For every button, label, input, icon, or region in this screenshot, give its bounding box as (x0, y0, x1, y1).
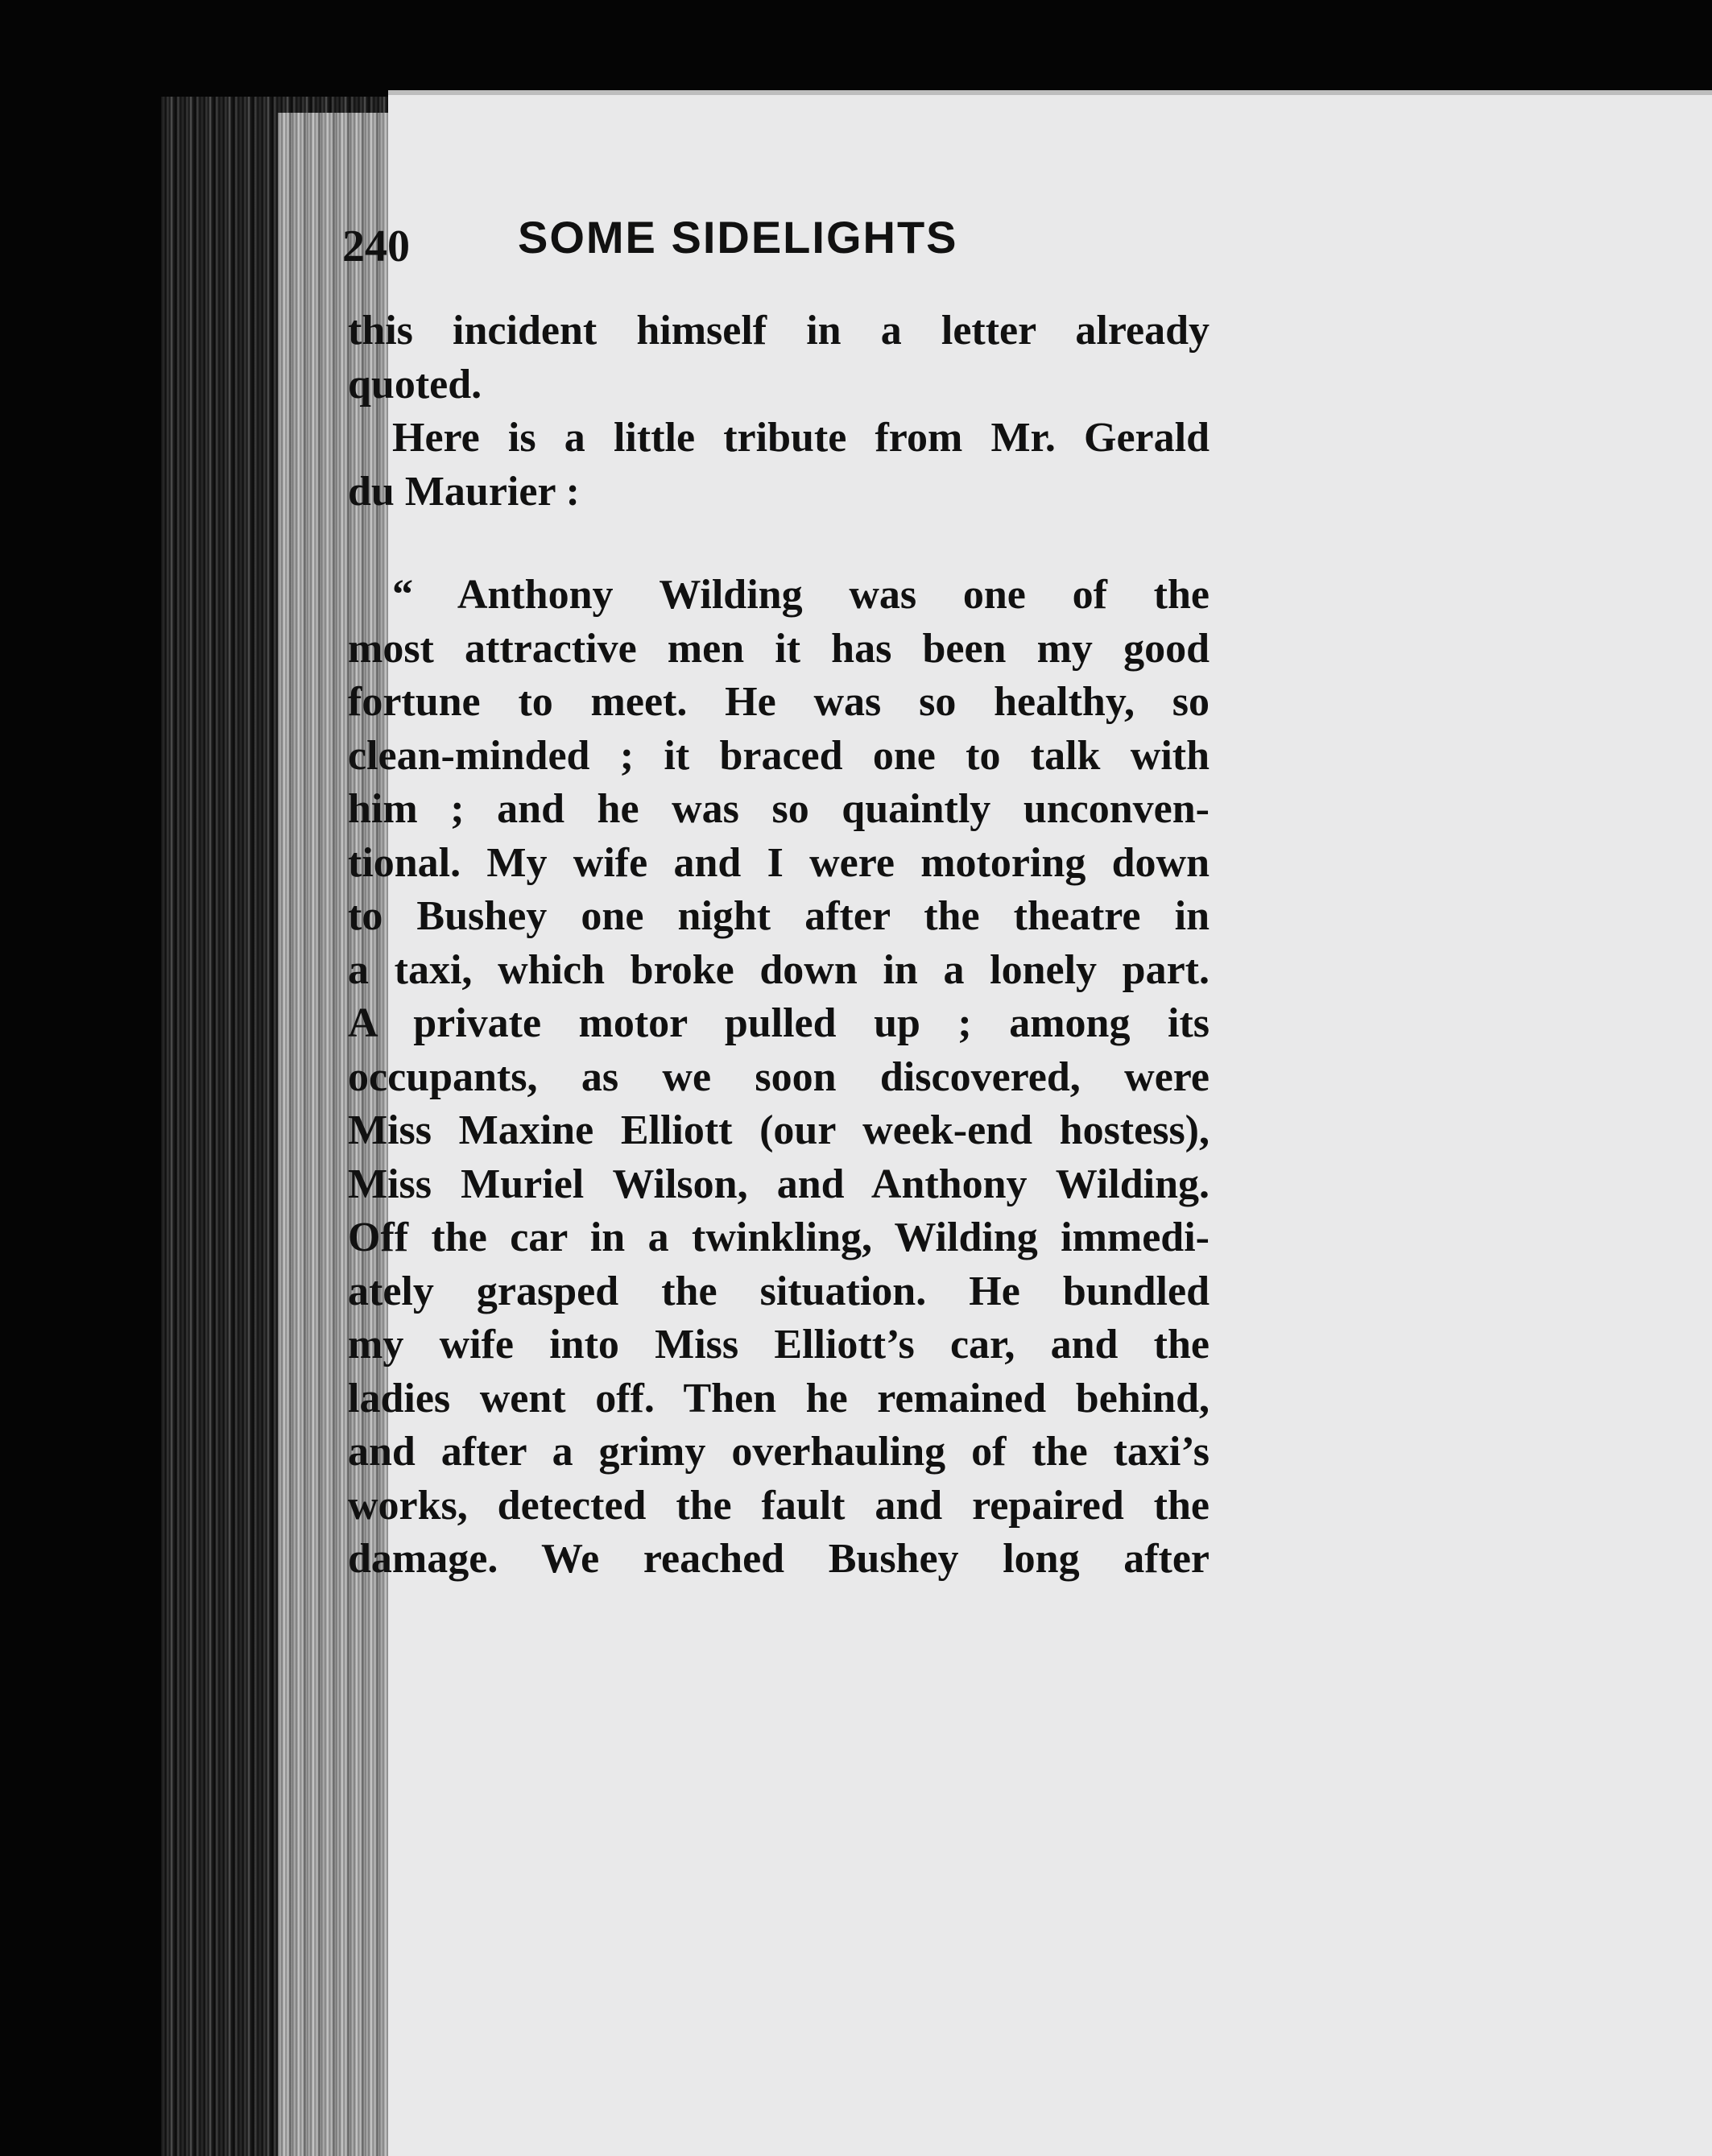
text-line: Off the car in a twinkling, Wilding immedi- (348, 1215, 1210, 1260)
text-line: ately grasped the situation. He bundled (348, 1268, 1210, 1314)
text-line: ladies went off. Then he remained behind, (348, 1375, 1210, 1421)
text-line: a taxi, which broke down in a lonely part. (348, 946, 1210, 993)
text-line: Miss Maxine Elliott (our week-end hostess), (348, 1107, 1210, 1153)
text-line: clean-minded ; it braced one to talk with (348, 732, 1210, 779)
text-line: A private motor pulled up ; among its (348, 1000, 1210, 1046)
text-line: tional. My wife and I were motoring down (348, 839, 1210, 886)
text-line: du Maurier : (348, 468, 580, 515)
text-line: him ; and he was so quaintly unconven- (348, 786, 1210, 832)
body-text (348, 304, 1210, 1587)
page-header (342, 211, 1204, 283)
text-line: this incident himself in a letter already (348, 308, 1210, 354)
text-line: fortune to meet. He was so healthy, so (348, 679, 1210, 725)
paragraph-gap (348, 519, 1210, 569)
text-line: occupants, as we soon discovered, were (348, 1053, 1210, 1100)
text-line: to Bushey one night after the theatre in (348, 893, 1210, 939)
text-line: and after a grimy overhauling of the taxi’s (348, 1429, 1210, 1475)
text-line: my wife into Miss Elliott’s car, and the (348, 1322, 1210, 1368)
text-line: “ Anthony Wilding was one of the (392, 572, 1210, 618)
page-number: 240 (342, 221, 410, 271)
text-line: Here is a little tribute from Mr. Gerald (392, 415, 1210, 461)
text-line: Miss Muriel Wilson, and Anthony Wilding. (348, 1161, 1210, 1207)
running-head: SOME SIDELIGHTS (518, 212, 958, 263)
text-line: quoted. (348, 361, 482, 408)
text-line: damage. We reached Bushey long after (348, 1536, 1210, 1582)
text-line: most attractive men it has been my good (348, 625, 1210, 672)
text-line: works, detected the fault and repaired the (348, 1482, 1210, 1529)
